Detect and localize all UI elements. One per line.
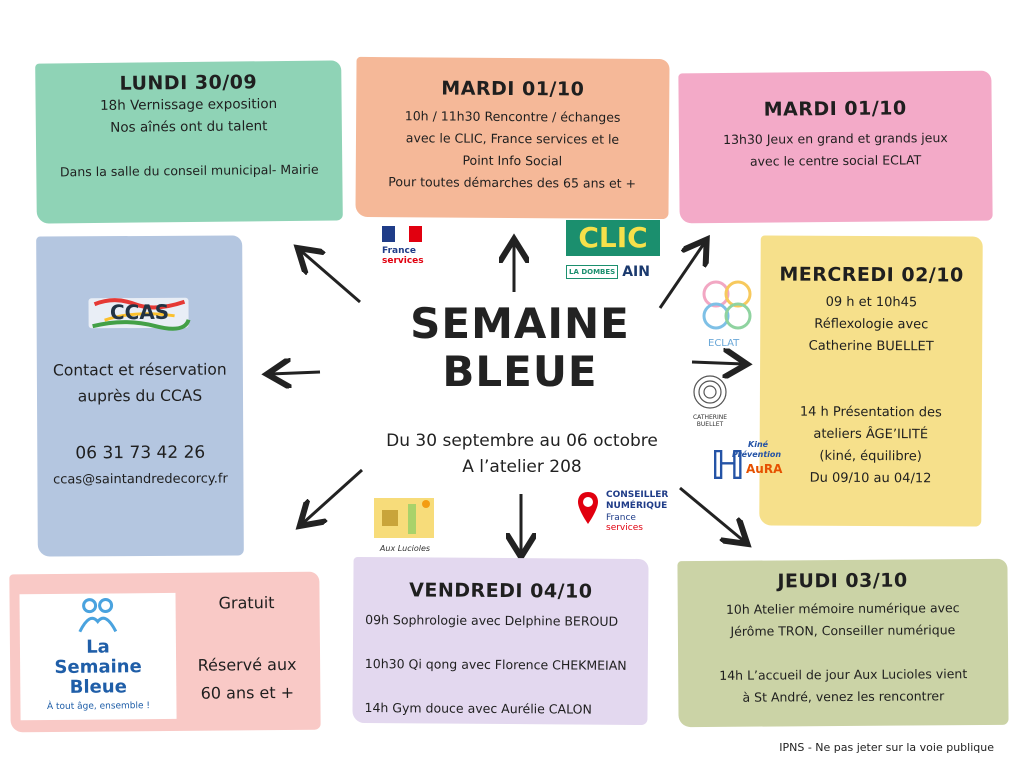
kine-logo: [710, 440, 782, 496]
conseiller-text2: NUMÉRIQUE: [606, 501, 668, 511]
main-dates: Du 30 septembre au 06 octobre: [386, 431, 658, 451]
mercredi-line4: 14 h Présentation des: [799, 404, 942, 421]
contact-line2: auprès du CCAS: [77, 386, 203, 406]
semaine-bleue-text3: Bleue: [69, 676, 127, 698]
eclat-text: ECLAT: [708, 338, 740, 349]
ccas-logo: [84, 290, 194, 341]
gratuit-line3: 60 ans et +: [200, 682, 295, 703]
contact-email: ccas@saintandredecorcy.fr: [53, 471, 228, 488]
mercredi-line3: Catherine BUELLET: [808, 338, 934, 355]
card-mardi-eclat: [678, 71, 992, 224]
jeudi-title: JEUDI 03/10: [777, 569, 908, 593]
card-gratuit: [9, 572, 320, 733]
kine-text2: Prévention: [732, 450, 782, 459]
jeudi-line4: à St André, venez les rencontrer: [742, 688, 945, 705]
card-mardi-clic: [355, 57, 669, 219]
mardi1-line2: avec le CLIC, France services et le: [405, 130, 620, 147]
mardi2-title: MARDI 01/10: [763, 97, 907, 121]
jeudi-line1: 10h Atelier mémoire numérique avec: [725, 600, 960, 617]
card-jeudi: [677, 559, 1008, 727]
lundi-line1: 18h Vernissage exposition: [99, 96, 278, 114]
mercredi-title: MERCREDI 02/10: [779, 263, 964, 287]
vendredi-line3: 14h Gym douce avec Aurélie CALON: [364, 700, 592, 717]
conseiller-text3: France: [606, 513, 636, 523]
mercredi-line5: ateliers ÂGE’ILITÉ: [813, 426, 929, 443]
main-subtitle: [344, 428, 700, 480]
arrow-to-mercredi: [692, 362, 744, 364]
main-title-line1: SEMAINE: [410, 299, 630, 348]
card-mercredi: [759, 235, 983, 526]
eclat-logo: [694, 278, 764, 348]
kine-text1: Kiné: [748, 440, 769, 449]
french-flag-icon: [382, 226, 422, 242]
gratuit-line2: Réservé aux: [197, 654, 297, 675]
lucioles-logo: [368, 492, 442, 558]
lundi-line2: Nos aînés ont du talent: [110, 118, 268, 136]
lucioles-house-icon: [368, 492, 442, 540]
mardi1-line1: 10h / 11h30 Rencontre / échanges: [404, 108, 621, 125]
main-location: A l’atelier 208: [462, 457, 582, 477]
mardi2-line1: 13h30 Jeux en grand et grands jeux: [723, 130, 948, 147]
eclat-flower-icon: [694, 278, 758, 334]
mercredi-line1: 09 h et 10h45: [825, 294, 918, 311]
mardi1-line4: Pour toutes démarches des 65 ans et +: [388, 174, 637, 191]
mercredi-line7: Du 09/10 au 04/12: [809, 470, 932, 487]
lucioles-text: Aux Lucioles: [379, 544, 431, 553]
lundi-title: LUNDI 30/09: [119, 71, 258, 95]
france-services-text2: services: [382, 256, 424, 266]
main-title: [380, 300, 660, 396]
people-icon: [68, 597, 128, 634]
catherine-text: CATHERINE BUELLET: [692, 414, 727, 428]
jeudi-line2: Jérôme TRON, Conseiller numérique: [730, 622, 956, 639]
jeudi-line3: 14h L’accueil de jour Aux Lucioles vient: [719, 666, 968, 683]
arrow-to-lundi: [300, 250, 360, 302]
card-contact: [36, 235, 244, 556]
card-lundi: [35, 60, 343, 223]
conseiller-logo: [576, 488, 686, 538]
semaine-bleue-logo: [19, 593, 176, 720]
main-title-line2: BLEUE: [442, 347, 598, 396]
mardi2-line2: avec le centre social ECLAT: [749, 152, 922, 169]
mercredi-line2: Réflexologie avec: [814, 316, 929, 333]
lundi-line3: Dans la salle du conseil municipal- Mairie: [59, 161, 319, 180]
gratuit-line1: Gratuit: [218, 593, 275, 613]
vendredi-line2: 10h30 Qi qong avec Florence CHEKMEIAN: [364, 656, 627, 673]
arrow-to-jeudi: [680, 488, 745, 542]
contact-line1: Contact et réservation: [52, 360, 227, 380]
spiral-icon: [692, 374, 728, 410]
location-pin-icon: [576, 490, 600, 526]
la-dombes-text: LA DOMBES: [566, 265, 618, 279]
mardi1-line3: Point Info Social: [462, 152, 563, 169]
semaine-bleue-text2: Semaine: [54, 656, 142, 678]
catherine-logo: [680, 374, 740, 430]
contact-phone: 06 31 73 42 26: [75, 442, 206, 464]
conseiller-text4: services: [606, 523, 643, 533]
clic-logo: [566, 220, 660, 290]
vendredi-line1: 09h Sophrologie avec Delphine BEROUD: [365, 612, 619, 629]
ain-text: AIN: [622, 264, 650, 280]
semaine-bleue-text1: La: [86, 636, 110, 658]
card-vendredi: [352, 557, 648, 725]
kine-text3: AuRA: [746, 462, 783, 476]
kine-figure-icon: ℍ: [710, 443, 746, 489]
france-services-logo: [382, 226, 430, 286]
conseiller-text1: CONSEILLER: [606, 490, 669, 500]
clic-badge: CLIC: [566, 220, 660, 256]
mardi1-title: MARDI 01/10: [441, 77, 585, 101]
vendredi-title: VENDREDI 04/10: [409, 579, 593, 603]
mercredi-line6: (kiné, équilibre): [819, 448, 922, 465]
footer-ipns: IPNS - Ne pas jeter sur la voie publique: [779, 741, 994, 754]
semaine-bleue-tagline: À tout âge, ensemble !: [46, 701, 151, 713]
arrow-to-contact: [270, 372, 320, 374]
ccas-logo-text: CCAS: [109, 299, 170, 325]
france-services-text1: France: [382, 246, 416, 256]
